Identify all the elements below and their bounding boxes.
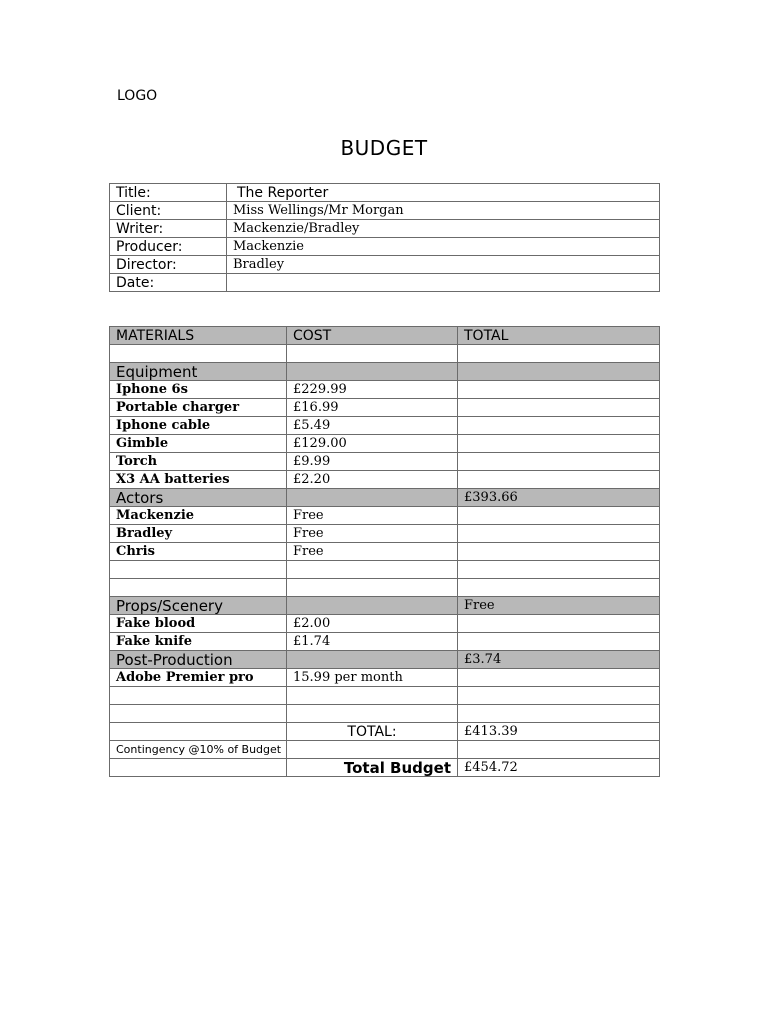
blank-row: [110, 579, 660, 597]
empty-cell: [287, 579, 458, 597]
item-name: Iphone cable: [110, 417, 287, 435]
empty-cell: [458, 615, 660, 633]
empty-cell: [458, 561, 660, 579]
item-name: Mackenzie: [110, 507, 287, 525]
section-label: Props/Scenery: [110, 597, 287, 615]
item-name: Torch: [110, 453, 287, 471]
budget-table: [109, 326, 660, 777]
column-header-materials: MATERIALS: [110, 327, 287, 345]
item-cost: £16.99: [287, 399, 458, 417]
info-value-writer: Mackenzie/Bradley: [227, 220, 660, 238]
empty-cell: [458, 399, 660, 417]
blank-row: [110, 345, 660, 363]
info-label: Title:: [110, 184, 227, 202]
section-row-actors: [110, 489, 660, 507]
item-cost: Free: [287, 543, 458, 561]
info-label: Director:: [110, 256, 227, 274]
item-name: Chris: [110, 543, 287, 561]
info-row-client: [110, 202, 660, 220]
empty-cell: [458, 543, 660, 561]
empty-cell: [287, 705, 458, 723]
column-header-total: TOTAL: [458, 327, 660, 345]
item-name: Iphone 6s: [110, 381, 287, 399]
table-header-row: [110, 327, 660, 345]
section-total: Free: [458, 597, 660, 615]
item-cost: £129.00: [287, 435, 458, 453]
empty-cell: [458, 525, 660, 543]
item-cost: £2.20: [287, 471, 458, 489]
info-label: Producer:: [110, 238, 227, 256]
grand-total-row: [110, 759, 660, 777]
table-row: [110, 453, 660, 471]
empty-cell: [458, 705, 660, 723]
empty-cell: [287, 741, 458, 759]
item-name: Bradley: [110, 525, 287, 543]
empty-cell: [110, 561, 287, 579]
info-value-date: [227, 274, 660, 292]
project-info-table: [109, 183, 660, 292]
table-row: [110, 615, 660, 633]
table-row: [110, 435, 660, 453]
empty-cell: [287, 597, 458, 615]
item-name: Gimble: [110, 435, 287, 453]
empty-cell: [458, 741, 660, 759]
blank-row: [110, 687, 660, 705]
item-cost: £9.99: [287, 453, 458, 471]
empty-cell: [110, 759, 287, 777]
empty-cell: [458, 453, 660, 471]
info-label: Date:: [110, 274, 227, 292]
info-label: Writer:: [110, 220, 227, 238]
section-row-props: [110, 597, 660, 615]
empty-cell: [458, 579, 660, 597]
contingency-row: [110, 741, 660, 759]
total-label: TOTAL:: [287, 723, 458, 741]
item-name: Adobe Premier pro: [110, 669, 287, 687]
section-label: Actors: [110, 489, 287, 507]
item-cost: £1.74: [287, 633, 458, 651]
empty-cell: [287, 651, 458, 669]
section-total: £393.66: [458, 489, 660, 507]
empty-cell: [458, 687, 660, 705]
item-cost: Free: [287, 507, 458, 525]
table-row: [110, 525, 660, 543]
table-row: [110, 417, 660, 435]
empty-cell: [287, 687, 458, 705]
empty-cell: [458, 363, 660, 381]
empty-cell: [458, 381, 660, 399]
info-value-client: Miss Wellings/Mr Morgan: [227, 202, 660, 220]
section-total: £3.74: [458, 651, 660, 669]
item-name: Fake knife: [110, 633, 287, 651]
empty-cell: [458, 417, 660, 435]
info-label: Client:: [110, 202, 227, 220]
item-name: X3 AA batteries: [110, 471, 287, 489]
section-label: Post-Production: [110, 651, 287, 669]
item-cost: £5.49: [287, 417, 458, 435]
empty-cell: [458, 345, 660, 363]
table-row: [110, 471, 660, 489]
table-row: [110, 399, 660, 417]
table-row: [110, 669, 660, 687]
column-header-cost: COST: [287, 327, 458, 345]
empty-cell: [110, 705, 287, 723]
empty-cell: [110, 345, 287, 363]
item-name: Fake blood: [110, 615, 287, 633]
item-cost: 15.99 per month: [287, 669, 458, 687]
info-value-title: The Reporter: [227, 184, 660, 202]
item-cost: £229.99: [287, 381, 458, 399]
table-row: [110, 507, 660, 525]
item-name: Portable charger: [110, 399, 287, 417]
empty-cell: [110, 723, 287, 741]
grand-total-value: £454.72: [458, 759, 660, 777]
info-row-title: [110, 184, 660, 202]
empty-cell: [458, 435, 660, 453]
total-value: £413.39: [458, 723, 660, 741]
section-row-equipment: [110, 363, 660, 381]
contingency-label: Contingency @10% of Budget: [110, 741, 287, 759]
item-cost: Free: [287, 525, 458, 543]
page-title: BUDGET: [340, 136, 428, 160]
empty-cell: [110, 687, 287, 705]
empty-cell: [458, 633, 660, 651]
section-label: Equipment: [110, 363, 287, 381]
info-value-director: Bradley: [227, 256, 660, 274]
info-value-producer: Mackenzie: [227, 238, 660, 256]
item-cost: £2.00: [287, 615, 458, 633]
empty-cell: [458, 669, 660, 687]
info-row-writer: [110, 220, 660, 238]
empty-cell: [458, 471, 660, 489]
table-row: [110, 633, 660, 651]
total-row: [110, 723, 660, 741]
table-row: [110, 381, 660, 399]
table-row: [110, 543, 660, 561]
section-row-post-production: [110, 651, 660, 669]
info-row-producer: [110, 238, 660, 256]
blank-row: [110, 705, 660, 723]
grand-total-label: Total Budget: [287, 759, 458, 777]
empty-cell: [110, 579, 287, 597]
empty-cell: [287, 561, 458, 579]
empty-cell: [287, 345, 458, 363]
info-row-director: [110, 256, 660, 274]
logo-placeholder: LOGO: [117, 88, 158, 104]
blank-row: [110, 561, 660, 579]
empty-cell: [458, 507, 660, 525]
empty-cell: [287, 489, 458, 507]
empty-cell: [287, 363, 458, 381]
info-row-date: [110, 274, 660, 292]
